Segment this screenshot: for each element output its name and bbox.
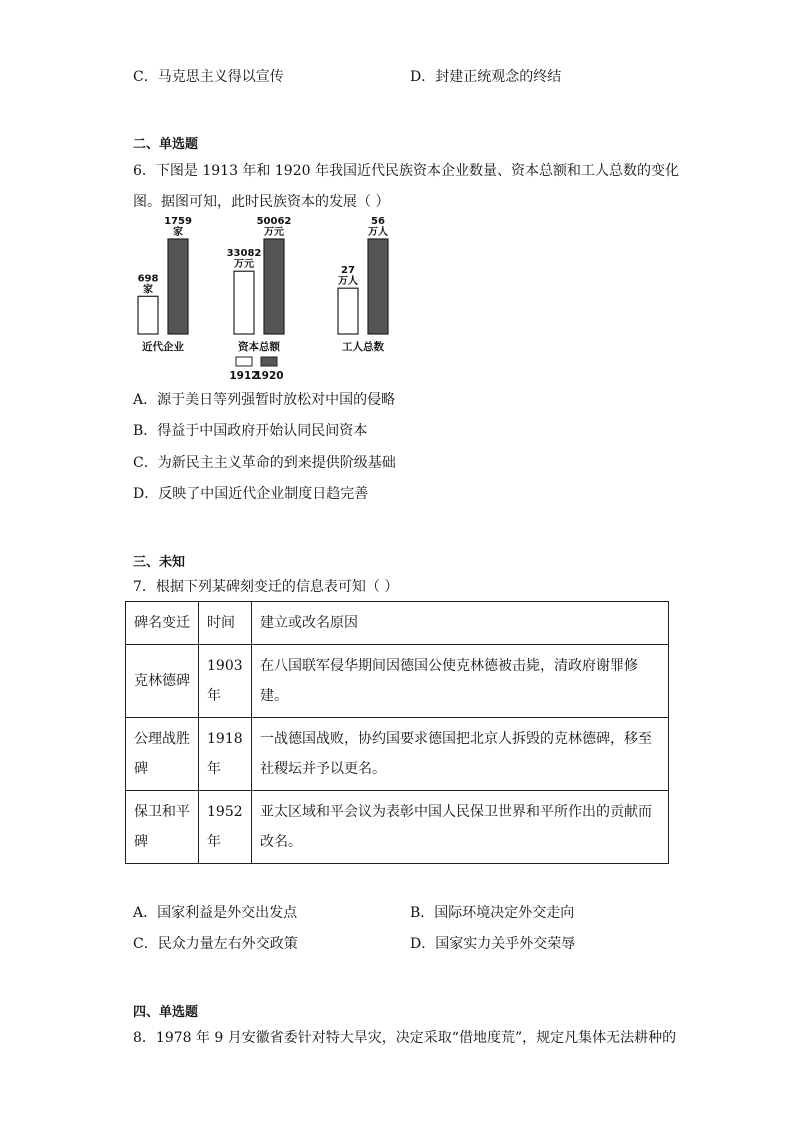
- data-label: 698: [137, 273, 159, 285]
- legend-swatch: [261, 357, 277, 366]
- data-unit-label: 家: [173, 227, 183, 238]
- legend-label: 1912: [229, 370, 259, 382]
- data-unit-label: 万人: [368, 227, 388, 238]
- table-row: [126, 645, 669, 718]
- bar: [368, 239, 388, 334]
- section-heading-2: 二、单选题: [133, 137, 199, 152]
- table-cell: 亚太区域和平会议为表彰中国人民保卫世界和平所作出的贡献而改名。: [252, 791, 669, 864]
- bar: [234, 271, 254, 334]
- q6-option-d: D．反映了中国近代企业制度日趋完善: [133, 486, 369, 502]
- table-header-cell: 时间: [199, 602, 252, 645]
- q7-option-c: C．民众力量左右外交政策: [133, 936, 298, 952]
- q5-option-d: D．封建正统观念的终结: [410, 69, 562, 85]
- table-header-cell: 建立或改名原因: [252, 602, 669, 645]
- q6-option-b: B．得益于中国政府开始认同民间资本: [133, 423, 368, 439]
- q6-bar-chart: [130, 216, 400, 382]
- data-unit-label: 家: [143, 284, 153, 296]
- section-heading-3: 三、未知: [133, 555, 186, 570]
- bar: [264, 239, 284, 334]
- data-label: 56: [371, 216, 385, 227]
- q6-option-c: C．为新民主主义革命的到来提供阶级基础: [133, 455, 396, 471]
- table-header-row: [126, 602, 669, 645]
- table-row: [126, 718, 669, 791]
- q5-option-c: C．马克思主义得以宣传: [133, 69, 284, 85]
- data-unit-label: 万人: [338, 276, 358, 288]
- category-label: 资本总额: [238, 341, 280, 353]
- table-cell: 在八国联军侵华期间因德国公使克林德被击毙，清政府谢罪修建。: [252, 645, 669, 718]
- q6-stem-line2: 图。据图可知，此时民族资本的发展（ ）: [133, 194, 390, 210]
- q7-option-b: B．国际环境决定外交走向: [410, 905, 575, 921]
- data-unit-label: 万元: [264, 227, 284, 238]
- q7-info-table: [125, 601, 669, 864]
- bar: [338, 288, 358, 334]
- section-heading-4: 四、单选题: [133, 1005, 199, 1020]
- table-cell: 公理战胜碑: [126, 718, 199, 791]
- bar: [138, 296, 158, 334]
- legend-swatch: [236, 357, 252, 366]
- q7-stem: 7．根据下列某碑刻变迁的信息表可知（ ）: [133, 579, 399, 595]
- q6-stem-line1: 6．下图是 1913 年和 1920 年我国近代民族资本企业数量、资本总额和工人总数的变化: [133, 163, 679, 179]
- table-cell: 一战德国战败，协约国要求德国把北京人拆毁的克林德碑，移至社稷坛并予以更名。: [252, 718, 669, 791]
- data-unit-label: 万元: [234, 259, 254, 271]
- q8-stem-line1: 8．1978 年 9 月安徽省委针对特大旱灾，决定采取“借地度荒”，规定凡集体无法耕种的: [133, 1030, 677, 1046]
- table-header-cell: 碑名变迁: [126, 602, 199, 645]
- table-cell: 1903年: [199, 645, 252, 718]
- table-cell: 1918年: [199, 718, 252, 791]
- category-label: 工人总数: [342, 341, 384, 353]
- data-label: 1759: [164, 216, 192, 227]
- data-label: 50062: [256, 216, 292, 227]
- table-cell: 1952年: [199, 791, 252, 864]
- table-row: [126, 791, 669, 864]
- data-label: 33082: [226, 248, 262, 260]
- q6-option-a: A．源于美日等列强暂时放松对中国的侵略: [133, 392, 396, 408]
- category-label: 近代企业: [142, 341, 184, 353]
- legend-label: 1920: [254, 370, 284, 382]
- q7-option-a: A．国家利益是外交出发点: [133, 905, 298, 921]
- data-label: 27: [341, 265, 355, 277]
- table-cell: 克林德碑: [126, 645, 199, 718]
- q7-option-d: D．国家实力关乎外交荣辱: [410, 936, 576, 952]
- bar: [168, 239, 188, 334]
- table-cell: 保卫和平碑: [126, 791, 199, 864]
